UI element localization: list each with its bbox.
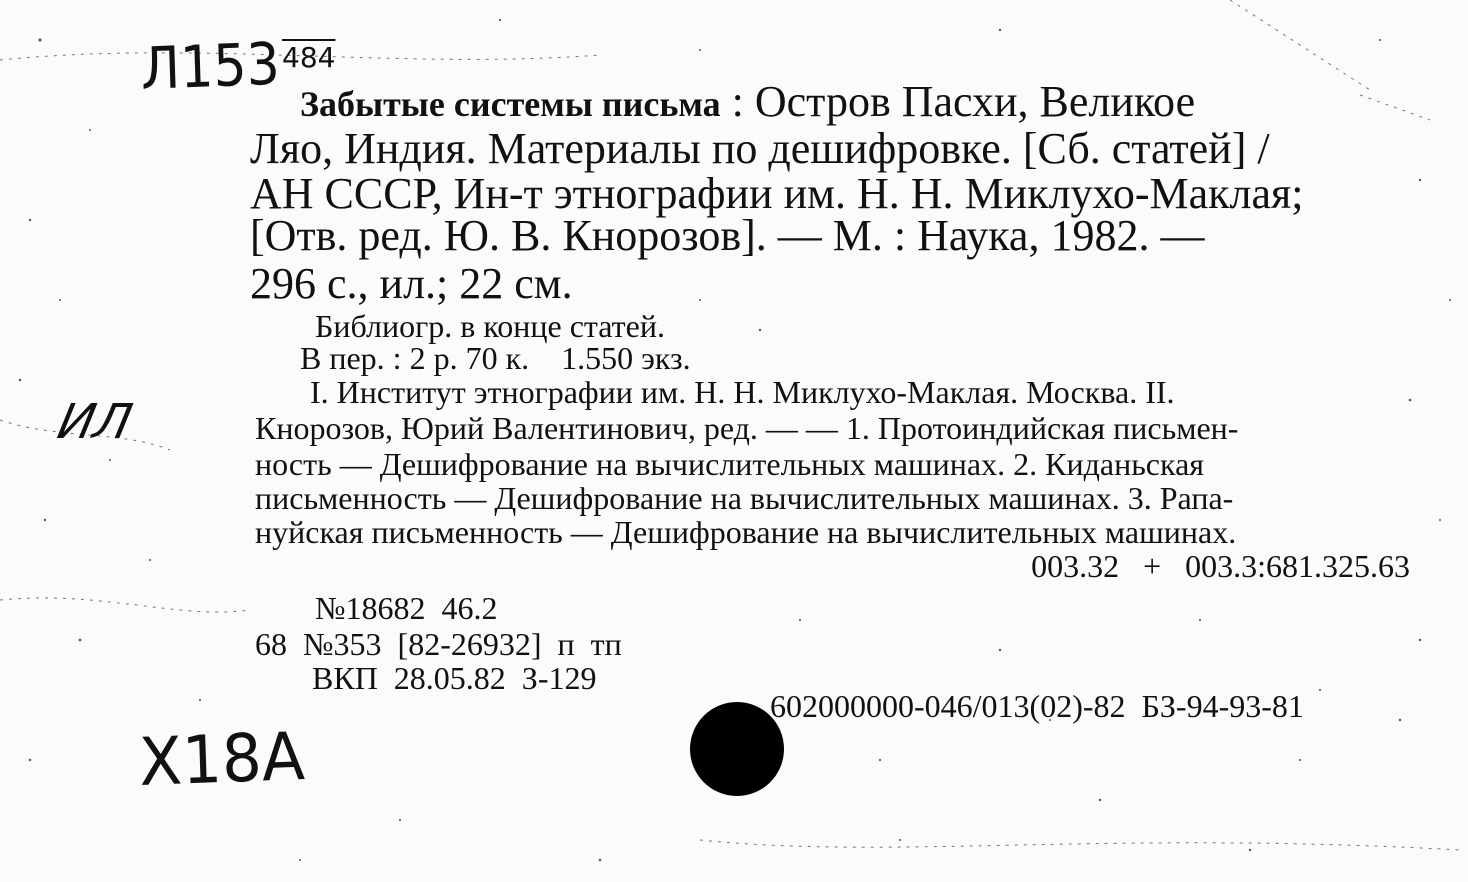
entry-title-continuation: : Остров Пасхи, Великое (720, 77, 1196, 126)
handwritten-call-number-sup: 484 (282, 41, 336, 74)
entry-line-2: Ляо, Индия. Материалы по дешифровке. [Сб. статей] / (250, 124, 1270, 173)
catalog-line-3: ВКП 28.05.82 З-129 (312, 660, 597, 696)
punch-hole (690, 702, 784, 796)
note-bibliography: Библиогр. в конце статей. (315, 308, 665, 344)
note-price: В пер. : 2 р. 70 к. 1.550 экз. (300, 340, 691, 376)
tracing-line-1: I. Институт этнографии им. Н. Н. Миклухо-Маклая. Москва. II. (310, 374, 1175, 410)
tracing-line-2: Кнорозов, Юрий Валентинович, ред. — — 1. Протоиндийская письмен- (255, 410, 1239, 446)
tracing-line-4: письменность — Дешифрование на вычислительных машинах. 3. Рапа- (255, 480, 1234, 516)
classification-codes: 003.32 + 003.3:681.325.63 (1031, 548, 1410, 584)
entry-line-3: АН СССР, Ин-т этнографии им. Н. Н. Миклухо-Маклая; (250, 169, 1304, 218)
entry-title: Забытые системы письма (300, 84, 721, 124)
entry-line-5: 296 с., ил.; 22 см. (250, 259, 573, 308)
catalog-line-1: №18682 46.2 (315, 590, 498, 626)
tracing-line-3: ность — Дешифрование на вычислительных машинах. 2. Киданьская (255, 446, 1204, 482)
entry-line-4: [Отв. ред. Ю. В. Кнорозов]. — М. : Наука, 1982. — (250, 211, 1205, 260)
entry-line-1 (300, 77, 1196, 126)
handwritten-bottom-mark: Х18А (137, 717, 306, 801)
handwritten-side-mark: ИЛ (52, 394, 137, 450)
handwritten-call-number: Л153 (139, 29, 281, 103)
catalog-line-2: 68 №353 [82-26932] п тп (255, 626, 622, 662)
tracing-line-5: нуйская письменность — Дешифрование на вычислительных машинах. (255, 514, 1237, 550)
publisher-code: 602000000-046/013(02)-82 БЗ-94-93-81 (770, 688, 1304, 724)
